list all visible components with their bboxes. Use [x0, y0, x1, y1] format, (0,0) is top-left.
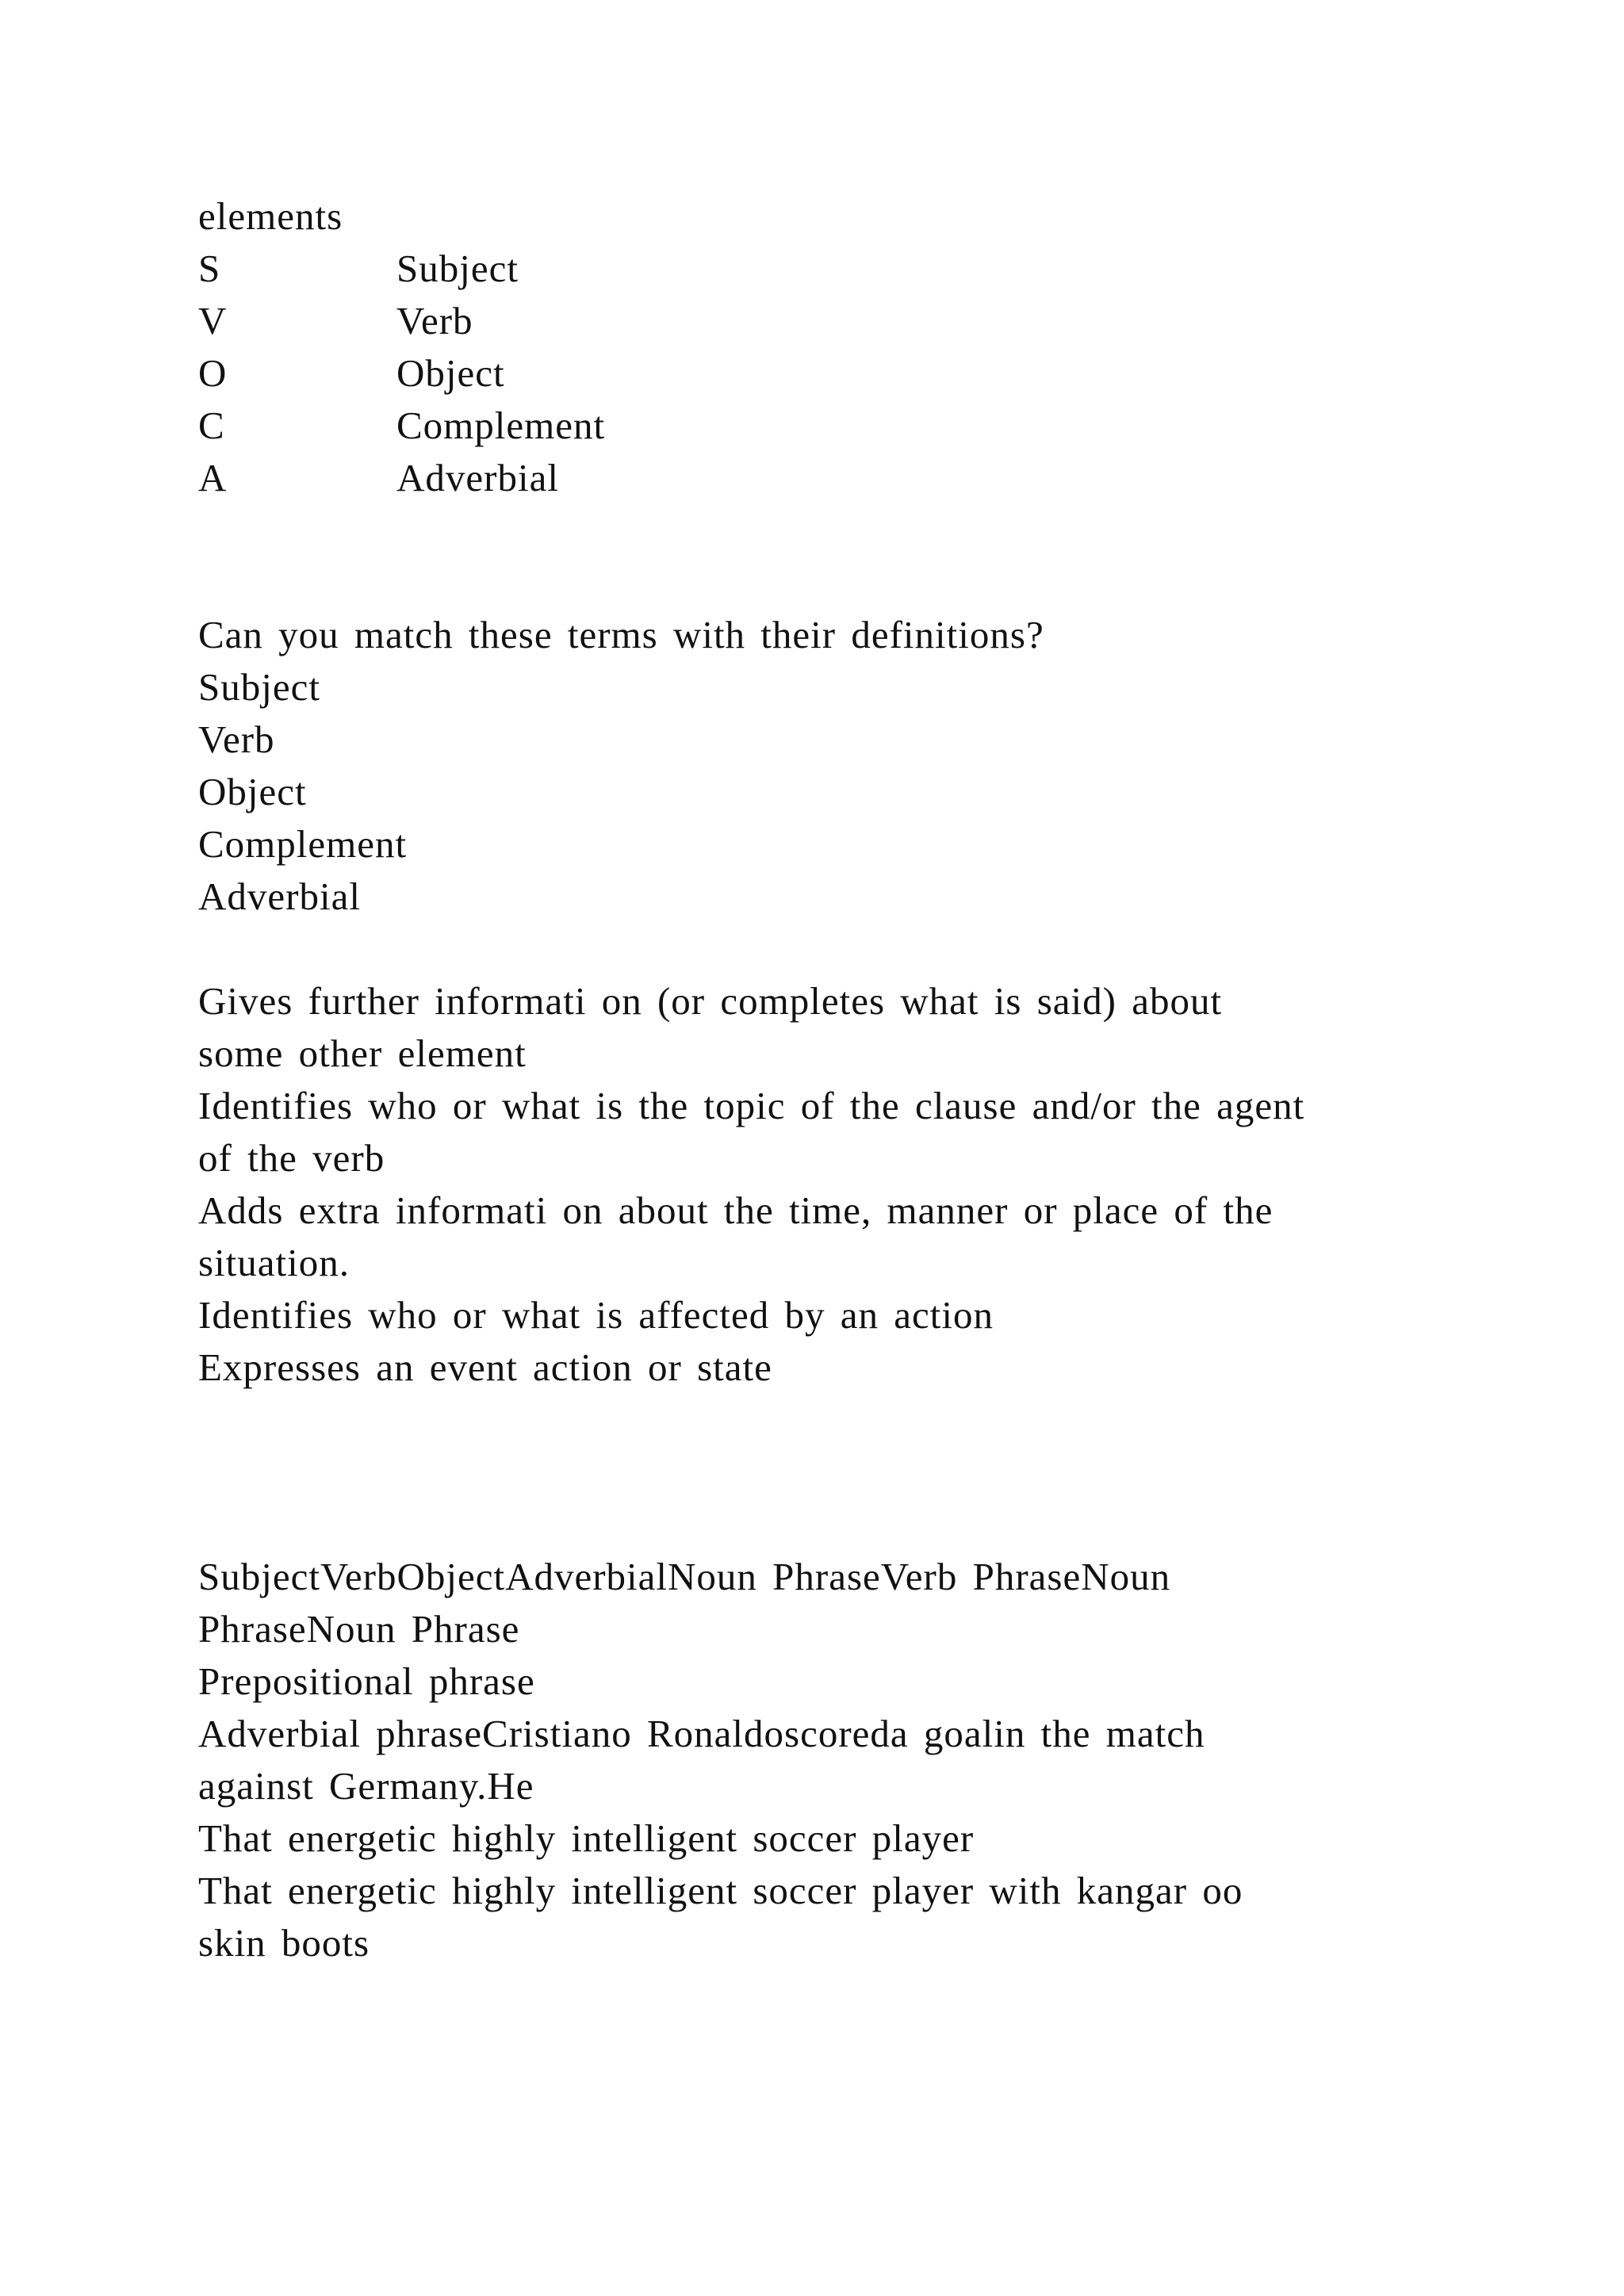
spacer — [198, 504, 1515, 609]
svoca-row-s — [198, 243, 1515, 295]
definition-line: Adds extra informati on about the time, manner or place of the — [198, 1188, 1274, 1232]
definition-line: Expresses an event action or state — [198, 1345, 772, 1389]
table-text-line: against Germany.He — [198, 1764, 534, 1808]
definition-line: some other element — [198, 1031, 527, 1075]
definition-list — [198, 975, 1515, 1394]
svoca-letter: S — [198, 247, 221, 290]
term-item: Subject — [198, 665, 320, 709]
definition-line: Gives further informati on (or completes what is said) about — [198, 979, 1223, 1023]
table-text-line: Prepositional phrase — [198, 1659, 535, 1703]
svoca-letter: V — [198, 299, 228, 342]
svoca-term: Complement — [396, 404, 606, 447]
spacer — [198, 1394, 1515, 1551]
svoca-row-c — [198, 400, 1515, 452]
svoca-letter: C — [198, 404, 225, 447]
table-text-line: That energetic highly intelligent soccer player — [198, 1816, 975, 1860]
matching-question: Can you match these terms with their definitions? — [198, 613, 1044, 656]
svoca-row-a — [198, 452, 1515, 504]
svoca-row-o — [198, 347, 1515, 400]
svoca-term: Object — [396, 351, 505, 395]
flattened-table-text — [198, 1551, 1515, 1969]
svoca-letter: O — [198, 351, 228, 395]
table-text-line: Adverbial phraseCristiano Ronaldoscoreda goalin the match — [198, 1712, 1205, 1755]
svoca-term: Subject — [396, 247, 519, 290]
definition-line: Identifies who or what is the topic of the clause and/or the agent — [198, 1084, 1305, 1127]
svoca-term: Verb — [396, 299, 473, 342]
svoca-letter: A — [198, 456, 228, 499]
term-item: Complement — [198, 822, 408, 866]
term-item: Adverbial — [198, 874, 361, 918]
svoca-term: Adverbial — [396, 456, 559, 499]
spacer — [198, 923, 1515, 975]
table-text-line: That energetic highly intelligent soccer player with kangar oo — [198, 1869, 1243, 1912]
term-list — [198, 661, 1515, 923]
definition-line: situation. — [198, 1241, 350, 1284]
svoca-row-v — [198, 295, 1515, 347]
heading-elements: elements — [198, 194, 343, 238]
table-text-line: skin boots — [198, 1921, 370, 1965]
definition-line: Identifies who or what is affected by an action — [198, 1293, 994, 1337]
table-text-line: PhraseNoun Phrase — [198, 1607, 520, 1651]
definition-line: of the verb — [198, 1136, 385, 1180]
document-page — [198, 190, 1515, 1969]
term-item: Verb — [198, 718, 275, 761]
term-item: Object — [198, 770, 307, 813]
svoca-list — [198, 243, 1515, 504]
table-text-line: SubjectVerbObjectAdverbialNoun PhraseVerb PhraseNoun — [198, 1555, 1171, 1598]
